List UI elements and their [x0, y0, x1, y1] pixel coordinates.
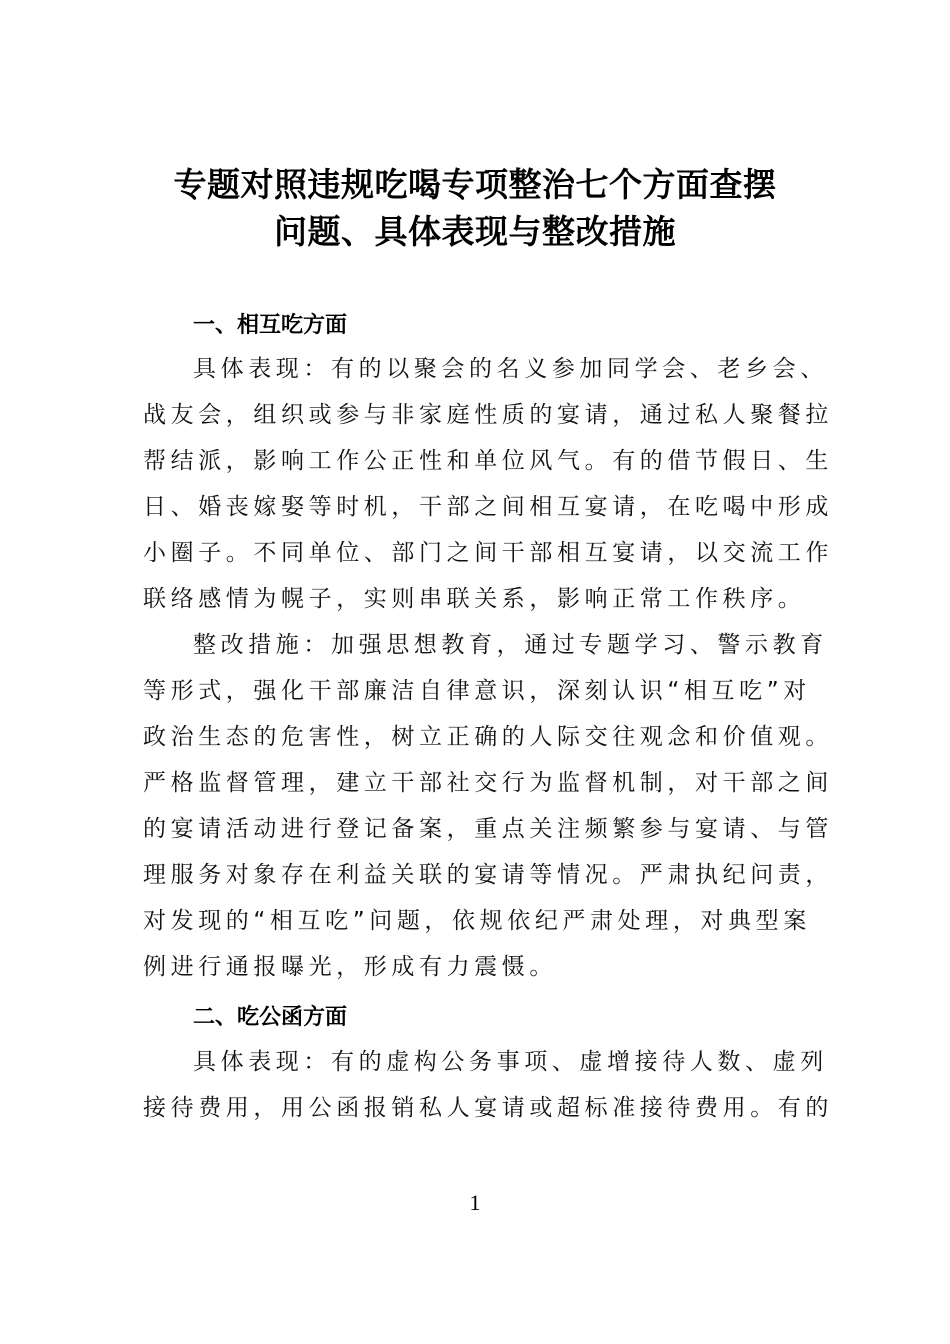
- section-heading-2: 二、吃公函方面: [193, 1005, 348, 1030]
- text-line: 等形式，强化干部廉洁自律意识，深刻认识“相互吃”对: [143, 678, 811, 704]
- section-heading-1: 一、相互吃方面: [193, 313, 348, 338]
- text-line: 的宴请活动进行登记备案，重点关注频繁参与宴请、与管: [143, 816, 833, 842]
- text-line: 对发现的“相互吃”问题，依规依纪严肃处理，对典型案: [143, 908, 811, 934]
- document-title-line-1: 专题对照违规吃喝专项整治七个方面查摆: [173, 165, 777, 204]
- text-line: 严格监督管理，建立干部社交行为监督机制，对干部之间: [143, 770, 833, 796]
- text-line: 具体表现：有的以聚会的名义参加同学会、老乡会、: [193, 356, 828, 382]
- text-line: 具体表现：有的虚构公务事项、虚增接待人数、虚列: [193, 1049, 828, 1075]
- text-line: 理服务对象存在利益关联的宴请等情况。严肃执纪问责，: [143, 862, 833, 888]
- text-line: 接待费用，用公函报销私人宴请或超标准接待费用。有的: [143, 1095, 833, 1121]
- text-line: 战友会，组织或参与非家庭性质的宴请，通过私人聚餐拉: [143, 402, 833, 428]
- text-line: 帮结派，影响工作公正性和单位风气。有的借节假日、生: [143, 448, 833, 474]
- document-title-line-2: 问题、具体表现与整改措施: [274, 212, 676, 251]
- page-number: 1: [469, 1190, 481, 1215]
- text-line: 小圈子。不同单位、部门之间干部相互宴请，以交流工作: [143, 540, 833, 566]
- text-line: 政治生态的危害性，树立正确的人际交往观念和价值观。: [143, 724, 833, 750]
- text-line: 联络感情为幌子，实则串联关系，影响正常工作秩序。: [143, 586, 806, 612]
- text-line: 日、婚丧嫁娶等时机，干部之间相互宴请，在吃喝中形成: [143, 494, 833, 520]
- text-line: 例进行通报曝光，形成有力震慑。: [143, 954, 557, 980]
- text-line: 整改措施：加强思想教育，通过专题学习、警示教育: [193, 632, 828, 658]
